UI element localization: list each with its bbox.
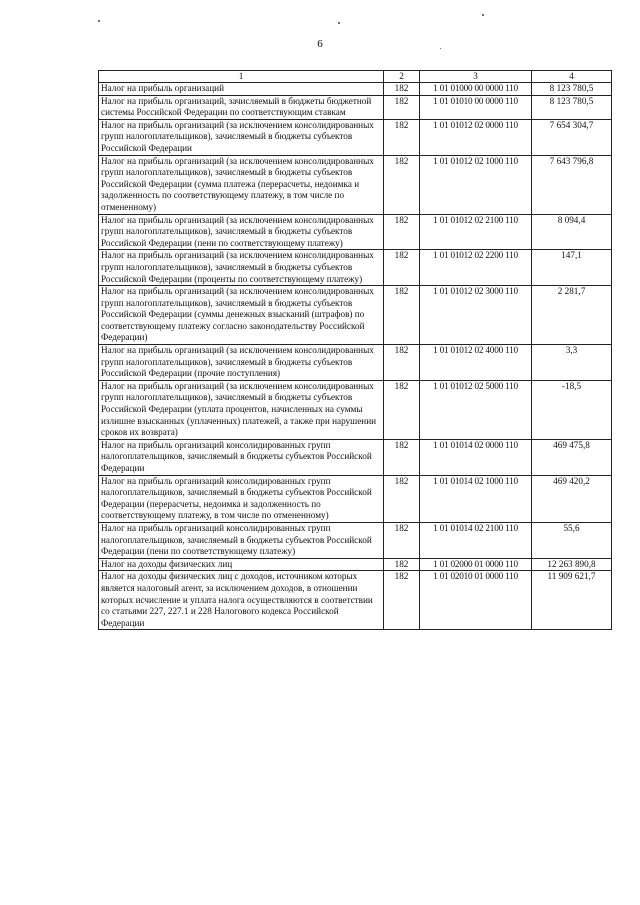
row-name-cell: Налог на прибыль организаций консолидированных групп налогоплательщиков, зачисляемый в бюджеты субъектов Российской Федерации (перерасчеты, недоимка и задолженность по соответствующему платежу, в том числе по отмененному) bbox=[99, 475, 384, 522]
row-amount-cell: 7 654 304,7 bbox=[532, 119, 612, 155]
row-admin-code-cell: 182 bbox=[384, 475, 420, 522]
row-amount-cell: 3,3 bbox=[532, 345, 612, 381]
row-budget-code-cell: 1 01 01012 02 0000 110 bbox=[420, 119, 532, 155]
row-budget-code-cell: 1 01 01014 02 0000 110 bbox=[420, 439, 532, 475]
row-admin-code-cell: 182 bbox=[384, 558, 420, 571]
row-amount-cell: 7 643 796,8 bbox=[532, 155, 612, 214]
row-admin-code-cell: 182 bbox=[384, 95, 420, 119]
row-admin-code-cell: 182 bbox=[384, 155, 420, 214]
row-admin-code-cell: 182 bbox=[384, 522, 420, 558]
row-budget-code-cell: 1 01 01012 02 2200 110 bbox=[420, 250, 532, 286]
row-admin-code-cell: 182 bbox=[384, 83, 420, 96]
row-name-cell: Налог на доходы физических лиц с доходов, источником которых является налоговый агент, за исключением доходов, в отношении которых исчисление и уплата налога осуществляются в соответствии со статьями 227, 227.1 и 228 Налогового кодекса Российской Федерации bbox=[99, 571, 384, 630]
row-admin-code-cell: 182 bbox=[384, 439, 420, 475]
row-admin-code-cell: 182 bbox=[384, 380, 420, 439]
table-row bbox=[99, 214, 612, 250]
table-row bbox=[99, 439, 612, 475]
row-budget-code-cell: 1 01 01014 02 1000 110 bbox=[420, 475, 532, 522]
row-name-cell: Налог на прибыль организаций (за исключением консолидированных групп налогоплательщиков), зачисляемый в бюджеты субъектов Российской Федерации (сумма платежа (перерасчеты, недоимка и задолженность по соответствующему платежу, в том числе по отмененному) bbox=[99, 155, 384, 214]
row-admin-code-cell: 182 bbox=[384, 571, 420, 630]
row-name-cell: Налог на прибыль организаций (за исключением консолидированных групп налогоплательщиков), зачисляемый в бюджеты субъектов Российской Федерации (уплата процентов, начисленных на суммы излишне взысканных (уплаченных) платежей, а также при нарушении сроков их возврата) bbox=[99, 380, 384, 439]
table-row bbox=[99, 558, 612, 571]
row-admin-code-cell: 182 bbox=[384, 345, 420, 381]
page-number: 6 bbox=[317, 38, 323, 50]
row-budget-code-cell: 1 01 01000 00 0000 110 bbox=[420, 83, 532, 96]
scan-speck bbox=[338, 22, 340, 24]
row-budget-code-cell: 1 01 01012 02 2100 110 bbox=[420, 214, 532, 250]
row-amount-cell: 2 281,7 bbox=[532, 286, 612, 345]
row-amount-cell: 12 263 890,8 bbox=[532, 558, 612, 571]
table-row bbox=[99, 83, 612, 96]
row-name-cell: Налог на прибыль организаций bbox=[99, 83, 384, 96]
table-row bbox=[99, 95, 612, 119]
header-row bbox=[99, 71, 612, 83]
row-admin-code-cell: 182 bbox=[384, 286, 420, 345]
row-name-cell: Налог на прибыль организаций (за исключением консолидированных групп налогоплательщиков), зачисляемый в бюджеты субъектов Российской Федерации (прочие поступления) bbox=[99, 345, 384, 381]
row-admin-code-cell: 182 bbox=[384, 214, 420, 250]
row-budget-code-cell: 1 01 01012 02 3000 110 bbox=[420, 286, 532, 345]
table-row bbox=[99, 155, 612, 214]
row-name-cell: Налог на прибыль организаций (за исключением консолидированных групп налогоплательщиков), зачисляемый в бюджеты субъектов Российской Федерации (суммы денежных взысканий (штрафов) по соответствующему платежу согласно законодательству Российской Федерации) bbox=[99, 286, 384, 345]
table-row bbox=[99, 475, 612, 522]
row-amount-cell: 147,1 bbox=[532, 250, 612, 286]
row-budget-code-cell: 1 01 01012 02 1000 110 bbox=[420, 155, 532, 214]
row-budget-code-cell: 1 01 02010 01 0000 110 bbox=[420, 571, 532, 630]
row-name-cell: Налог на прибыль организаций (за исключением консолидированных групп налогоплательщиков), зачисляемый в бюджеты субъектов Российской Федерации (проценты по соответствующему платежу) bbox=[99, 250, 384, 286]
row-amount-cell: 55,6 bbox=[532, 522, 612, 558]
row-budget-code-cell: 1 01 01014 02 2100 110 bbox=[420, 522, 532, 558]
table-body bbox=[99, 71, 612, 630]
row-amount-cell: 8 123 780,5 bbox=[532, 83, 612, 96]
row-name-cell: Налог на прибыль организаций (за исключением консолидированных групп налогоплательщиков), зачисляемый в бюджеты субъектов Российской Федерации bbox=[99, 119, 384, 155]
table-row bbox=[99, 286, 612, 345]
scan-speck bbox=[482, 14, 484, 16]
table-row bbox=[99, 119, 612, 155]
row-name-cell: Налог на прибыль организаций консолидированных групп налогоплательщиков, зачисляемый в бюджеты субъектов Российской Федерации (пени по соответствующему платежу) bbox=[99, 522, 384, 558]
table-row bbox=[99, 571, 612, 630]
table-row bbox=[99, 250, 612, 286]
row-amount-cell: 469 420,2 bbox=[532, 475, 612, 522]
header-col-1: 1 bbox=[99, 71, 384, 83]
row-budget-code-cell: 1 01 02000 01 0000 110 bbox=[420, 558, 532, 571]
row-amount-cell: 8 123 780,5 bbox=[532, 95, 612, 119]
row-amount-cell: 11 909 621,7 bbox=[532, 571, 612, 630]
row-budget-code-cell: 1 01 01012 02 5000 110 bbox=[420, 380, 532, 439]
row-name-cell: Налог на доходы физических лиц bbox=[99, 558, 384, 571]
revenue-table bbox=[98, 70, 612, 630]
row-name-cell: Налог на прибыль организаций консолидированных групп налогоплательщиков, зачисляемый в бюджеты субъектов Российской Федерации bbox=[99, 439, 384, 475]
header-col-4: 4 bbox=[532, 71, 612, 83]
row-amount-cell: -18,5 bbox=[532, 380, 612, 439]
row-amount-cell: 469 475,8 bbox=[532, 439, 612, 475]
scan-speck bbox=[98, 20, 100, 22]
row-budget-code-cell: 1 01 01010 00 0000 110 bbox=[420, 95, 532, 119]
table-row bbox=[99, 522, 612, 558]
table-row bbox=[99, 345, 612, 381]
header-col-3: 3 bbox=[420, 71, 532, 83]
row-admin-code-cell: 182 bbox=[384, 250, 420, 286]
row-budget-code-cell: 1 01 01012 02 4000 110 bbox=[420, 345, 532, 381]
row-name-cell: Налог на прибыль организаций (за исключением консолидированных групп налогоплательщиков), зачисляемый в бюджеты субъектов Российской Федерации (пени по соответствующему платежу) bbox=[99, 214, 384, 250]
row-admin-code-cell: 182 bbox=[384, 119, 420, 155]
header-col-2: 2 bbox=[384, 71, 420, 83]
row-name-cell: Налог на прибыль организаций, зачисляемый в бюджеты бюджетной системы Российской Федерации по соответствующим ставкам bbox=[99, 95, 384, 119]
row-amount-cell: 8 094,4 bbox=[532, 214, 612, 250]
table-row bbox=[99, 380, 612, 439]
